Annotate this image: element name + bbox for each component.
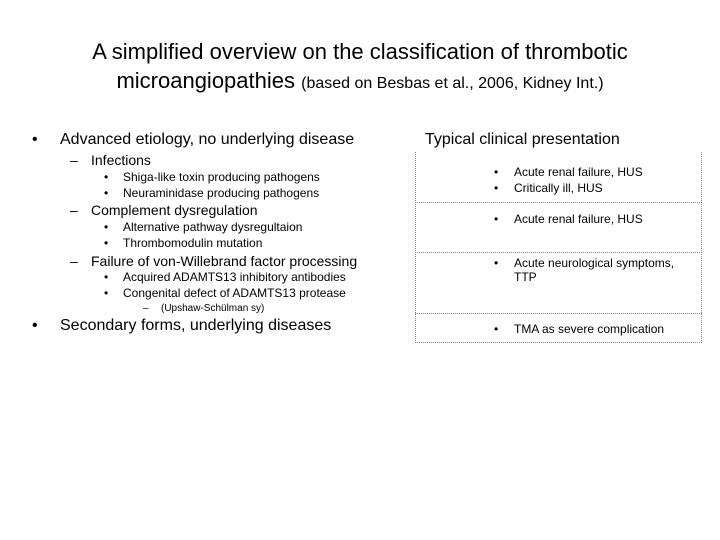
bullet-dot: • [494, 256, 499, 270]
bullet-dot: • [104, 286, 109, 300]
dash-marker: – [70, 202, 78, 218]
presentation-item: TTP [514, 270, 537, 284]
row-divider [415, 202, 702, 203]
etiology-heading: Advanced etiology, no underlying disease [60, 131, 355, 148]
presentation-item: TMA as severe complication [514, 322, 665, 336]
bullet-dot: • [494, 212, 499, 226]
vwf-subnote: (Upshaw-Schülman sy) [161, 303, 265, 314]
infection-item: Neuraminidase producing pathogens [123, 186, 320, 200]
bullet-dot: • [104, 236, 109, 250]
row-divider [415, 313, 702, 314]
bullet-dot: • [104, 186, 109, 200]
slide-title-main: microangiopathies [116, 68, 295, 93]
bullet-dot: • [104, 170, 109, 184]
infections-label: Infections [91, 152, 151, 168]
slide-title-citation: (based on Besbas et al., 2006, Kidney Int.) [301, 75, 604, 92]
dash-marker: – [70, 152, 78, 168]
bullet-dot: • [32, 317, 38, 334]
bullet-dot: • [494, 165, 499, 179]
presentation-item: Acute renal failure, HUS [514, 165, 643, 179]
bullet-dot: • [494, 181, 499, 195]
complement-label: Complement dysregulation [91, 202, 258, 218]
bullet-dot: • [104, 270, 109, 284]
infection-item: Shiga-like toxin producing pathogens [123, 170, 320, 184]
dash-marker: – [143, 303, 149, 314]
row-divider [415, 252, 702, 253]
complement-item: Thrombomodulin mutation [123, 236, 263, 250]
vwf-label: Failure of von-Willebrand factor processing [91, 253, 358, 269]
slide-title-line1: A simplified overview on the classification of thrombotic [92, 39, 628, 64]
presentation-item: Critically ill, HUS [514, 181, 603, 195]
secondary-forms-heading: Secondary forms, underlying diseases [60, 317, 332, 334]
dash-marker: – [70, 253, 78, 269]
complement-item: Alternative pathway dysregultaion [123, 220, 303, 234]
vwf-item: Acquired ADAMTS13 inhibitory antibodies [123, 270, 346, 284]
presentation-item: Acute neurological symptoms, [514, 256, 675, 270]
vwf-item: Congenital defect of ADAMTS13 protease [123, 286, 346, 300]
clinical-presentation-heading: Typical clinical presentation [425, 131, 620, 148]
slide-title-line2 [0, 68, 720, 97]
bullet-dot: • [494, 322, 499, 336]
presentation-item: Acute renal failure, HUS [514, 212, 643, 226]
bullet-dot: • [104, 220, 109, 234]
bullet-dot: • [32, 131, 38, 148]
